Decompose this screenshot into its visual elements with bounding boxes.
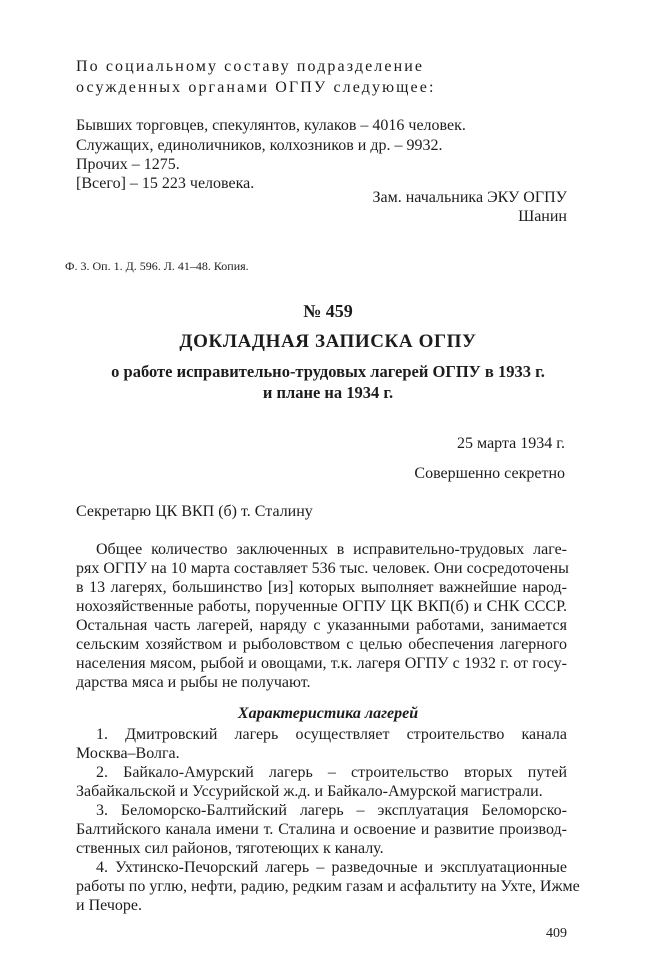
paragraph-line-1: Общее количество заключенных в исправительно-трудовых лаге- xyxy=(96,541,567,558)
paragraph-line-3: в 13 лагерях, большинство [из] которых выполняет важнейшие народ- xyxy=(76,579,567,596)
camp-1-line-2: Москва–Волга. xyxy=(76,745,180,762)
camp-1-line-1: 1. Дмитровский лагерь осуществляет строительство канала xyxy=(96,726,567,743)
archive-source-reference: Ф. 3. Оп. 1. Д. 596. Л. 41–48. Копия. xyxy=(65,259,249,273)
camp-4-line-2: работы по углю, нефти, радию, редким газам и асфальтиту на Ухте, Ижме xyxy=(76,878,580,895)
composition-intro-line-2: осужденных органами ОГПУ следующее: xyxy=(76,79,436,96)
page-number: 409 xyxy=(546,926,567,941)
camp-2-line-1: 2. Байкало-Амурский лагерь – строительство вторых путей xyxy=(96,764,567,781)
camp-3-line-2: Балтийского канала имени т. Сталина и освоение и развитие производ- xyxy=(76,821,567,838)
document-date: 25 марта 1934 г. xyxy=(457,435,565,452)
paragraph-line-7: населения мясом, рыбой и овощами, т.к. лагеря ОГПУ с 1932 г. от госу- xyxy=(76,655,567,672)
camp-3-line-1: 3. Беломорско-Балтийский лагерь – эксплуатация Беломорско- xyxy=(96,802,567,819)
camp-4-line-1: 4. Ухтинско-Печорский лагерь – разведочные и эксплуатационные xyxy=(96,859,567,876)
composition-intro-line-1: По социальному составу подразделение xyxy=(76,58,425,75)
camp-4-line-3: и Печоре. xyxy=(76,897,142,914)
camp-2-line-2: Забайкальской и Уссурийской ж.д. и Байкало-Амурской магистрали. xyxy=(76,783,543,800)
classification-label: Совершенно секретно xyxy=(414,465,565,482)
signature-name: Шанин xyxy=(518,208,567,225)
section-heading: Характеристика лагерей xyxy=(237,705,419,722)
paragraph-line-6: сельским хозяйством и рыболовством с целью обеспечения лагерного xyxy=(76,636,567,653)
signature-position: Зам. начальника ЭКУ ОГПУ xyxy=(372,189,567,206)
paragraph-line-5: Остальная часть лагерей, наряду с указанными работами, занимается xyxy=(76,617,567,634)
paragraph-line-4: нохозяйственные работы, порученные ОГПУ ЦК ВКП(б) и СНК СССР. xyxy=(76,598,567,615)
document-subtitle-line-2: и плане на 1934 г. xyxy=(262,383,394,402)
composition-line-total: [Всего] – 15 223 человека. xyxy=(76,175,255,192)
camp-3-line-3: ственных сил районов, тяготеющих к каналу. xyxy=(76,840,384,857)
paragraph-line-2: рях ОГПУ на 10 марта составляет 536 тыс. человек. Они сосредоточены xyxy=(76,560,569,577)
document-number: № 459 xyxy=(303,301,353,321)
addressee: Секретарю ЦК ВКП (б) т. Сталину xyxy=(76,503,313,520)
paragraph-line-8: дарства мяса и рыбы не получают. xyxy=(76,674,311,691)
document-subtitle-line-1: о работе исправительно-трудовых лагерей ОГПУ в 1933 г. xyxy=(111,362,545,381)
composition-line-merchants: Бывших торговцев, спекулянтов, кулаков – 4016 человек. xyxy=(76,117,466,134)
composition-line-employees: Служащих, единоличников, колхозников и др. – 9932. xyxy=(76,137,443,154)
composition-line-others: Прочих – 1275. xyxy=(76,156,180,173)
document-title: ДОКЛАДНАЯ ЗАПИСКА ОГПУ xyxy=(179,331,477,352)
